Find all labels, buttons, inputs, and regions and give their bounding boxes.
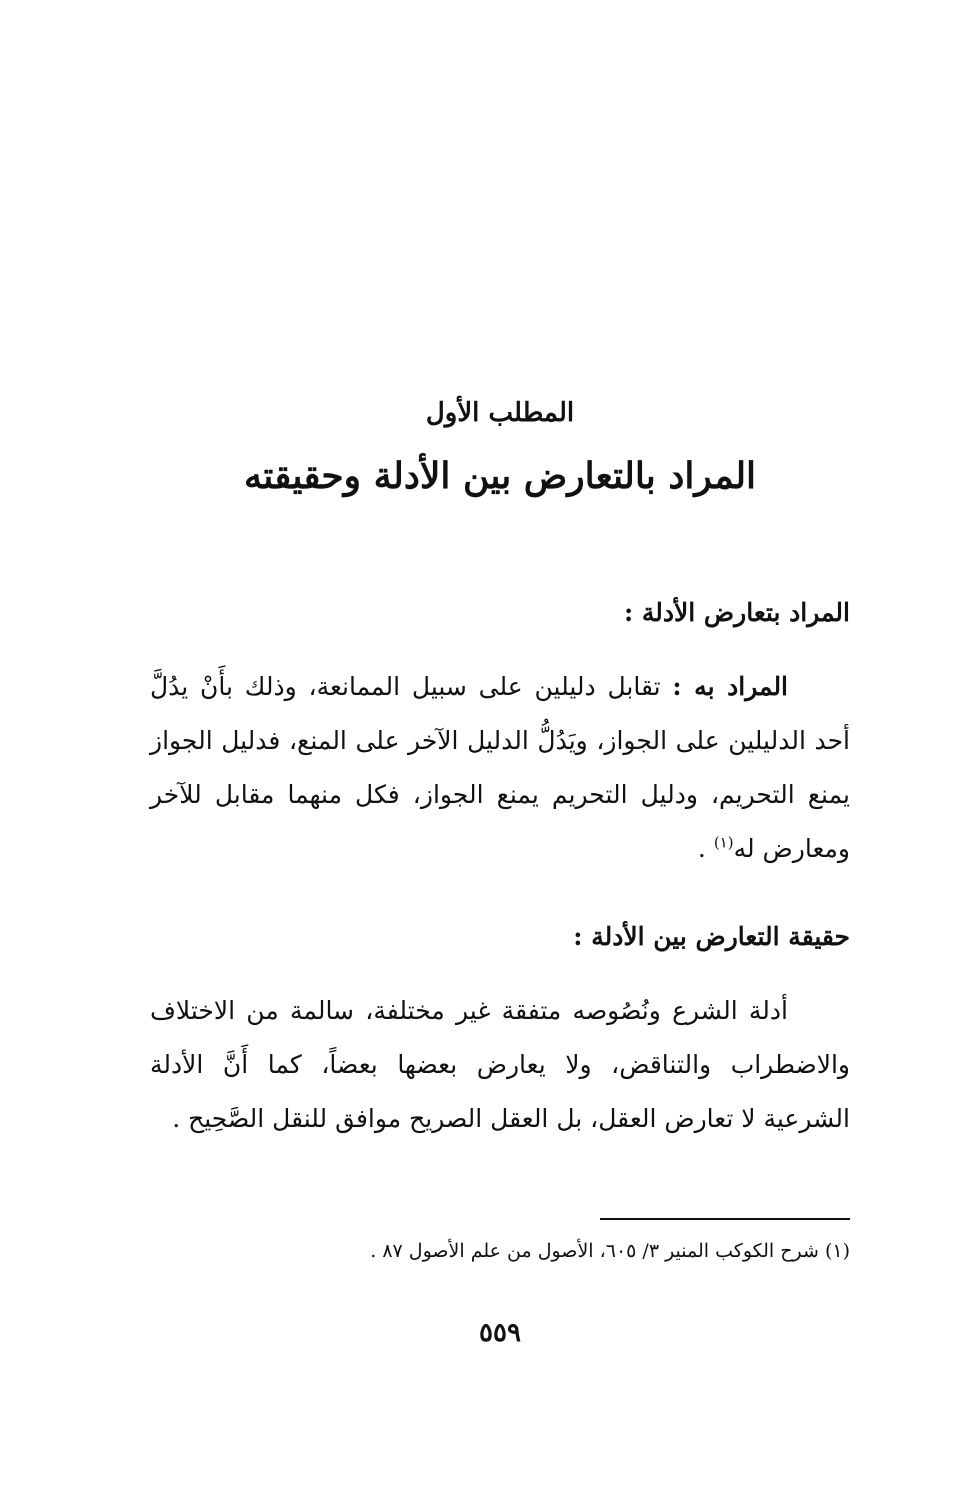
- section2-heading: حقيقة التعارض بين الأدلة :: [573, 922, 850, 951]
- section1-end: .: [697, 834, 714, 863]
- section1-text: تقابل دليلين على سبيل الممانعة، وذلك بأَنْ يدُلَّ أحد الدليلين على الجواز، ويَدُلُّ الدليل الآخر على المنع، فدليل الجواز يمنع التحريم، ودليل التحريم يمنع الجواز، فكل منهما مقابل للآخر ومعارض له: [150, 672, 850, 863]
- chapter-title: المراد بالتعارض بين الأدلة وحقيقته: [243, 455, 757, 497]
- footnote-divider: [600, 1218, 850, 1220]
- section2-text: أدلة الشرع ونُصُوصه متفقة غير مختلفة، سالمة من الاختلاف والاضطراب والتناقض، ولا يعارض بعضها بعضاً، كما أَنَّ الأدلة الشرعية لا تعارض العقل، بل العقل الصريح موافق للنقل الصَّحِيح .: [150, 996, 850, 1133]
- section1-lead: المراد به :: [672, 672, 789, 701]
- section2-paragraph: [150, 984, 850, 1146]
- footnote-ref[interactable]: (١): [713, 833, 734, 852]
- footnote: (١) شرح الكوكب المنير ٣/ ٦٠٥، الأصول من علم الأصول ٨٧ .: [370, 1240, 850, 1262]
- section1-heading: المراد بتعارض الأدلة :: [623, 598, 850, 627]
- section-label: المطلب الأول: [425, 398, 575, 428]
- section1-paragraph: [150, 660, 850, 876]
- page: [150, 0, 850, 1494]
- page-number: ٥٥٩: [479, 1318, 521, 1348]
